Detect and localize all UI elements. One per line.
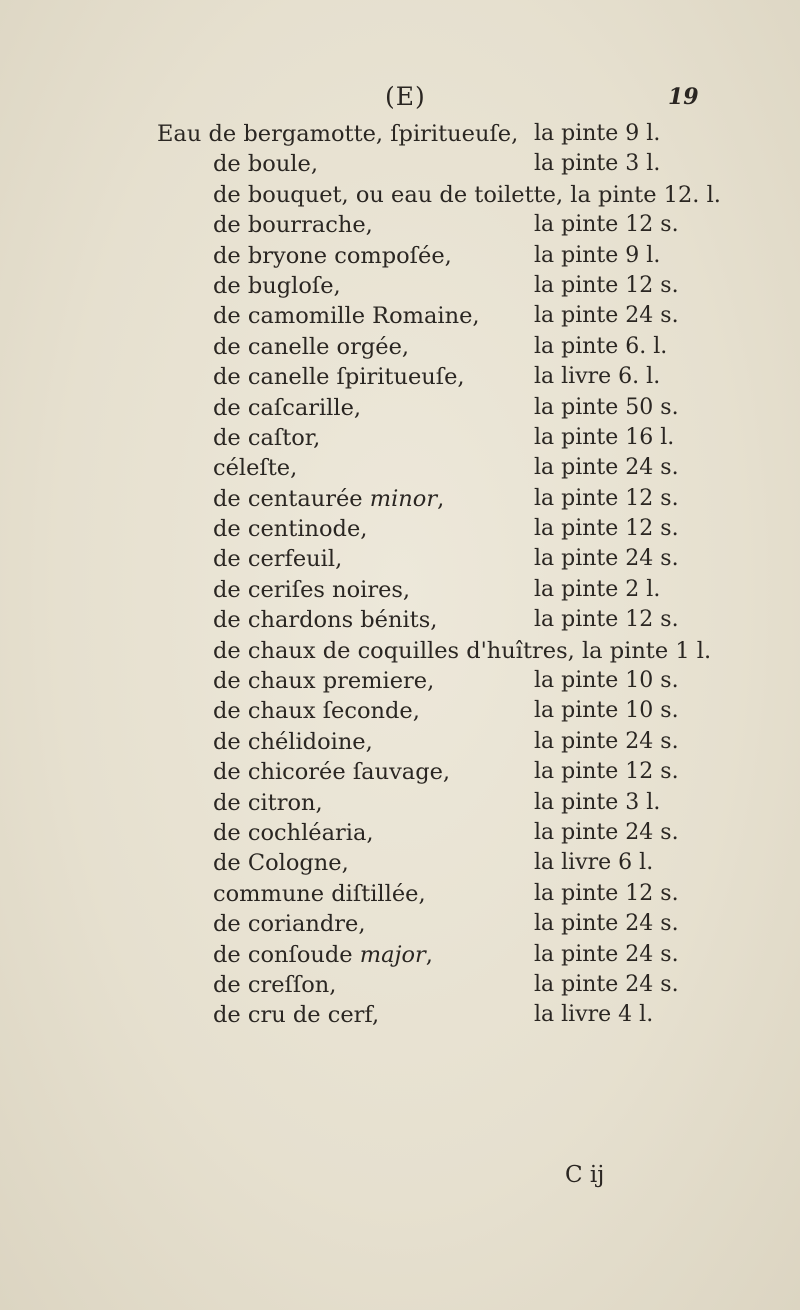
entry-name: de boule, bbox=[213, 151, 318, 178]
entry-name: de conſoude major, bbox=[213, 941, 433, 968]
list-item bbox=[0, 395, 800, 425]
entry-name: de caſtor, bbox=[213, 424, 321, 451]
list-item bbox=[0, 182, 800, 212]
entry-name: de centinode, bbox=[213, 516, 368, 543]
entry-price: la pinte 3 l. bbox=[534, 789, 661, 815]
entry-name: de chicorée ſauvage, bbox=[213, 759, 451, 786]
price-list bbox=[0, 121, 800, 1033]
entry-name: de chaux ſeconde, bbox=[213, 698, 420, 725]
entry-name: de bourrache, bbox=[213, 212, 373, 239]
list-item bbox=[0, 243, 800, 273]
list-item bbox=[0, 425, 800, 455]
entry-price: la pinte 12 s. bbox=[534, 272, 679, 298]
list-item bbox=[0, 334, 800, 364]
entry-name: de camomille Romaine, bbox=[213, 303, 480, 330]
entry-name: de citron, bbox=[213, 789, 323, 816]
entry-name: Eau de bergamotte, ſpiritueuſe, bbox=[157, 121, 519, 147]
list-item bbox=[0, 972, 800, 1002]
entry-name: de Cologne, bbox=[213, 850, 349, 877]
latin-term: minor bbox=[369, 485, 438, 512]
list-item bbox=[0, 151, 800, 181]
entry-price: la pinte 10 s. bbox=[534, 668, 679, 694]
entry-price: la pinte 24 s. bbox=[534, 728, 679, 754]
entry-price: la livre 4 l. bbox=[534, 1002, 654, 1028]
list-item bbox=[0, 850, 800, 880]
list-item bbox=[0, 303, 800, 333]
catchword: C ij bbox=[565, 1162, 605, 1188]
list-item bbox=[0, 1002, 800, 1032]
entry-price: la pinte 12 s. bbox=[534, 485, 679, 511]
entry-price: la pinte 9 l. bbox=[534, 121, 661, 146]
entry-name: de bouquet, ou eau de toilette, la pinte 12. l. bbox=[213, 181, 721, 208]
entry-price: la pinte 24 s. bbox=[534, 941, 679, 967]
entry-price: la pinte 6. l. bbox=[534, 333, 668, 359]
list-item bbox=[0, 759, 800, 789]
section-letter: (E) bbox=[385, 82, 426, 111]
list-item bbox=[0, 212, 800, 242]
list-item bbox=[0, 516, 800, 546]
list-item bbox=[0, 364, 800, 394]
entry-name: commune diſtillée, bbox=[213, 880, 426, 907]
entry-price: la pinte 24 s. bbox=[534, 546, 679, 572]
entry-price: la pinte 12 s. bbox=[534, 607, 679, 633]
entry-price: la pinte 10 s. bbox=[534, 698, 679, 724]
entry-price: la pinte 12 s. bbox=[534, 212, 679, 238]
list-item bbox=[0, 668, 800, 698]
entry-name: de cochléaria, bbox=[213, 819, 374, 846]
list-item bbox=[0, 942, 800, 972]
list-item bbox=[0, 455, 800, 485]
list-item bbox=[0, 820, 800, 850]
entry-price: la pinte 50 s. bbox=[534, 394, 679, 420]
entry-name: de coriandre, bbox=[213, 911, 366, 938]
list-item bbox=[0, 638, 800, 668]
entry-price: la pinte 2 l. bbox=[534, 576, 661, 602]
entry-name: de centaurée minor, bbox=[213, 485, 445, 512]
latin-term: major bbox=[359, 941, 426, 968]
entry-price: la pinte 16 l. bbox=[534, 424, 675, 450]
page-number: 19 bbox=[668, 84, 699, 110]
entry-price: la pinte 12 s. bbox=[534, 516, 679, 542]
entry-name: de canelle orgée, bbox=[213, 333, 410, 360]
entry-price: la pinte 12 s. bbox=[534, 759, 679, 785]
entry-name: céleſte, bbox=[213, 455, 298, 482]
entry-price: la pinte 3 l. bbox=[534, 151, 661, 177]
entry-price: la pinte 24 s. bbox=[534, 455, 679, 481]
entry-name: de chardons bénits, bbox=[213, 607, 438, 634]
list-item bbox=[0, 729, 800, 759]
list-item bbox=[0, 911, 800, 941]
page-header bbox=[0, 82, 800, 118]
entry-price: la pinte 24 s. bbox=[534, 971, 679, 997]
entry-price: la pinte 24 s. bbox=[534, 911, 679, 937]
entry-price: la livre 6 l. bbox=[534, 850, 654, 876]
list-item bbox=[0, 546, 800, 576]
entry-name: de cerfeuil, bbox=[213, 546, 343, 573]
entry-price: la pinte 9 l. bbox=[534, 242, 661, 268]
list-item bbox=[0, 577, 800, 607]
list-item bbox=[0, 607, 800, 637]
list-item bbox=[0, 273, 800, 303]
entry-name: de bryone compoſée, bbox=[213, 242, 452, 269]
list-item bbox=[0, 121, 800, 151]
entry-price: la pinte 24 s. bbox=[534, 819, 679, 845]
entry-price: la livre 6. l. bbox=[534, 364, 661, 390]
entry-price: la pinte 12 s. bbox=[534, 880, 679, 906]
entry-name: de caſcarille, bbox=[213, 394, 362, 421]
list-item bbox=[0, 790, 800, 820]
entry-name: de canelle ſpiritueuſe, bbox=[213, 364, 465, 391]
entry-name: de cru de cerf, bbox=[213, 1002, 380, 1029]
entry-name: de chaux de coquilles d'huîtres, la pinte 1 l. bbox=[213, 637, 712, 664]
entry-name: de bugloſe, bbox=[213, 272, 341, 299]
entry-name: de chaux premiere, bbox=[213, 668, 435, 695]
list-item bbox=[0, 881, 800, 911]
list-item bbox=[0, 698, 800, 728]
entry-price: la pinte 24 s. bbox=[534, 303, 679, 329]
entry-name: de creſſon, bbox=[213, 971, 337, 998]
entry-name: de chélidoine, bbox=[213, 728, 373, 755]
list-item bbox=[0, 486, 800, 516]
entry-name: de ceriſes noires, bbox=[213, 576, 411, 603]
